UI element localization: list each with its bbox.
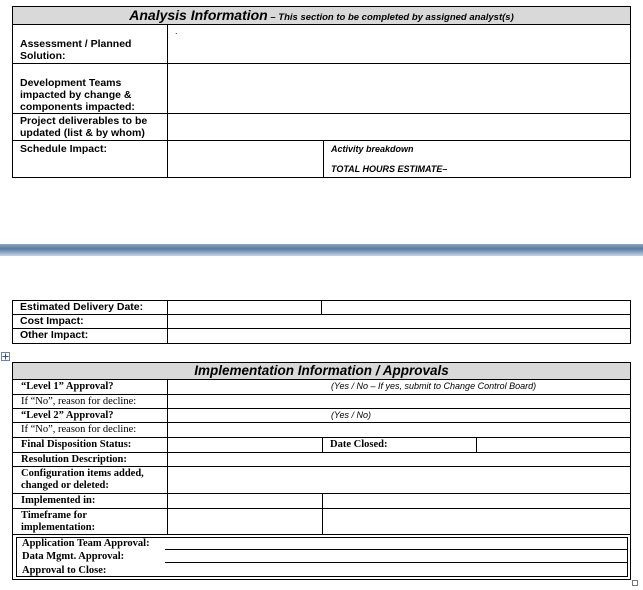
move-handle-icon[interactable] (1, 348, 10, 357)
resize-handle-icon[interactable] (632, 580, 638, 586)
col-divider (321, 300, 322, 315)
timeframe-label: Timeframe for implementation: (21, 510, 96, 533)
delivery-date-label: Estimated Delivery Date: (20, 301, 144, 313)
col-divider (167, 379, 168, 534)
level2-approval-note: (Yes / No) (331, 410, 372, 420)
col-divider (167, 25, 168, 178)
level1-approval-label: “Level 1” Approval? (21, 381, 114, 392)
signature-line (165, 562, 627, 563)
level2-approval-label: “Level 2” Approval? (21, 410, 114, 421)
row-divider (12, 466, 631, 467)
row-divider (12, 452, 631, 453)
row-divider (12, 140, 631, 141)
assessment-label: Assessment / Planned Solution: (20, 38, 132, 62)
analysis-title: Analysis Information (129, 7, 268, 23)
row-divider (12, 408, 631, 409)
row-divider (12, 63, 631, 64)
analysis-header (13, 7, 630, 25)
page-break (0, 244, 643, 256)
final-disposition-label: Final Disposition Status: (21, 439, 132, 450)
reason-decline-2-label: If “No”, reason for decline: (21, 424, 137, 435)
signature-line (165, 549, 627, 550)
row-divider (12, 422, 631, 423)
col-divider (476, 437, 477, 452)
reason-decline-1-label: If “No”, reason for decline: (21, 396, 137, 407)
resolution-description-label: Resolution Description: (21, 454, 127, 465)
level1-approval-note: (Yes / No – If yes, submit to Change Control Board) (331, 381, 537, 391)
configuration-items-label: Configuration items added, changed or deleted: (21, 468, 144, 491)
col-divider (167, 300, 168, 344)
row-divider (12, 328, 631, 329)
implemented-in-label: Implemented in: (21, 495, 96, 506)
schedule-impact-label: Schedule Impact: (20, 143, 107, 155)
approval-to-close-label: Approval to Close: (22, 565, 107, 576)
dev-teams-label: Development Teams impacted by change & components impacted: (20, 77, 135, 113)
data-mgmt-approval-label: Data Mgmt. Approval: (22, 551, 125, 562)
implementation-header (13, 363, 630, 380)
row-divider (12, 534, 631, 535)
assessment-value[interactable]: . (175, 26, 178, 36)
date-closed-label: Date Closed: (330, 439, 388, 450)
col-divider (322, 437, 323, 452)
analysis-subtitle: – This section to be completed by assigned analyst(s) (267, 12, 514, 23)
activity-breakdown: Activity breakdown (331, 144, 414, 154)
col-divider (322, 493, 323, 534)
cost-impact-label: Cost Impact: (20, 315, 84, 327)
app-team-approval-label: Application Team Approval: (22, 538, 150, 549)
row-divider (12, 394, 631, 395)
other-impact-label: Other Impact: (20, 329, 89, 341)
implementation-title: Implementation Information / Approvals (194, 363, 449, 378)
col-divider (323, 140, 324, 178)
total-hours-estimate: TOTAL HOURS ESTIMATE– (331, 164, 448, 174)
row-divider (12, 113, 631, 114)
deliverables-label: Project deliverables to be updated (list & by whom) (20, 115, 148, 139)
